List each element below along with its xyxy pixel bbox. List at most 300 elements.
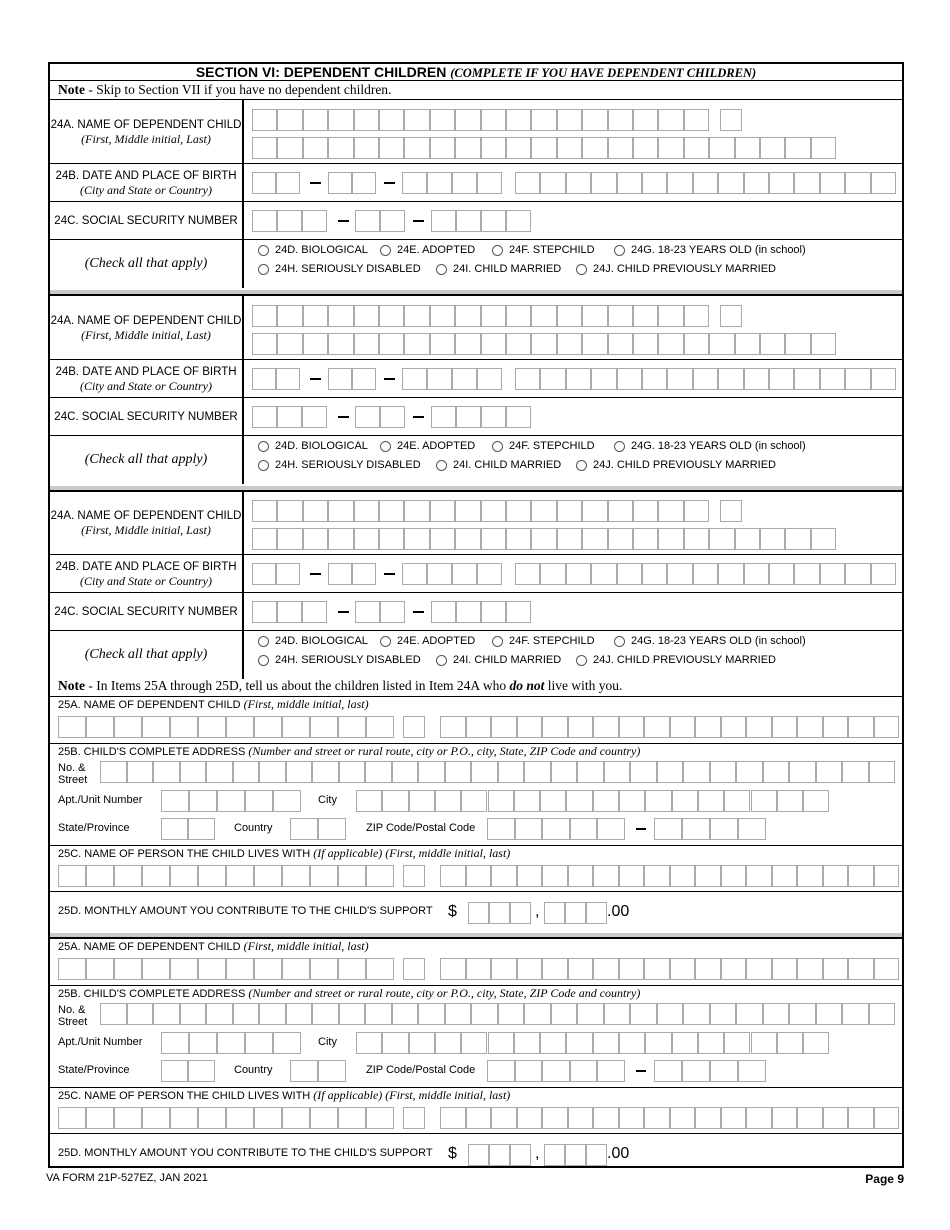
country-box[interactable] (318, 818, 346, 840)
nr-first-name-box[interactable] (170, 716, 198, 738)
support-thousands-box[interactable] (510, 1144, 531, 1166)
street-box[interactable] (418, 1003, 445, 1025)
street-box[interactable] (312, 761, 339, 783)
first-name-box[interactable] (608, 500, 633, 522)
city-box[interactable] (619, 790, 645, 812)
person-last-name-box[interactable] (772, 865, 798, 887)
first-name-box[interactable] (684, 500, 709, 522)
middle-initial-box[interactable] (720, 500, 742, 522)
ssn-serial-box[interactable] (431, 210, 456, 232)
in-school-checkbox[interactable] (614, 635, 806, 647)
first-name-box[interactable] (252, 109, 277, 131)
support-thousands-box[interactable] (468, 902, 489, 924)
city-box[interactable] (672, 1032, 698, 1054)
nr-last-name-box[interactable] (746, 716, 772, 738)
street-box[interactable] (100, 761, 127, 783)
birth-day-box[interactable] (328, 368, 352, 390)
last-name-box[interactable] (760, 528, 785, 550)
person-last-name-box[interactable] (644, 865, 670, 887)
last-name-box[interactable] (252, 333, 277, 355)
street-box[interactable] (683, 1003, 710, 1025)
last-name-box[interactable] (684, 137, 709, 159)
person-last-name-box[interactable] (874, 865, 900, 887)
birth-month-box[interactable] (252, 368, 276, 390)
last-name-box[interactable] (506, 137, 531, 159)
first-name-box[interactable] (582, 109, 607, 131)
person-first-name-box[interactable] (86, 865, 114, 887)
last-name-box[interactable] (633, 137, 658, 159)
birth-month-box[interactable] (252, 563, 276, 585)
nr-last-name-box[interactable] (848, 958, 874, 980)
birth-place-box[interactable] (871, 563, 896, 585)
ssn-area-box[interactable] (277, 601, 302, 623)
person-last-name-box[interactable] (517, 865, 543, 887)
support-hundreds-box[interactable] (586, 902, 607, 924)
last-name-box[interactable] (811, 528, 836, 550)
city-box[interactable] (593, 790, 619, 812)
last-name-box[interactable] (582, 333, 607, 355)
first-name-box[interactable] (481, 500, 506, 522)
first-name-box[interactable] (252, 305, 277, 327)
person-last-name-box[interactable] (823, 1107, 849, 1129)
person-last-name-box[interactable] (772, 1107, 798, 1129)
zip-ext-box[interactable] (682, 1060, 710, 1082)
person-last-name-box[interactable] (797, 1107, 823, 1129)
nr-last-name-box[interactable] (670, 716, 696, 738)
city-box[interactable] (803, 1032, 829, 1054)
birth-year-box[interactable] (402, 368, 427, 390)
birth-place-box[interactable] (540, 368, 565, 390)
first-name-box[interactable] (658, 500, 683, 522)
zip-box[interactable] (597, 818, 625, 840)
person-last-name-box[interactable] (466, 1107, 492, 1129)
person-first-name-box[interactable] (198, 865, 226, 887)
nr-first-name-box[interactable] (338, 958, 366, 980)
nr-first-name-box[interactable] (310, 716, 338, 738)
ssn-serial-box[interactable] (481, 210, 506, 232)
birth-place-box[interactable] (845, 172, 870, 194)
ssn-group-box[interactable] (380, 210, 405, 232)
in-school-checkbox[interactable] (614, 440, 806, 452)
city-box[interactable] (698, 1032, 724, 1054)
birth-place-box[interactable] (667, 172, 692, 194)
person-last-name-box[interactable] (440, 865, 466, 887)
first-name-box[interactable] (455, 109, 480, 131)
first-name-box[interactable] (328, 109, 353, 131)
birth-year-box[interactable] (427, 563, 452, 585)
first-name-box[interactable] (354, 109, 379, 131)
street-box[interactable] (551, 761, 578, 783)
country-box[interactable] (290, 1060, 318, 1082)
person-last-name-box[interactable] (644, 1107, 670, 1129)
adopted-checkbox[interactable] (380, 440, 475, 452)
nr-first-name-box[interactable] (254, 958, 282, 980)
street-box[interactable] (551, 1003, 578, 1025)
street-box[interactable] (153, 1003, 180, 1025)
birth-place-box[interactable] (667, 368, 692, 390)
person-last-name-box[interactable] (848, 1107, 874, 1129)
last-name-box[interactable] (430, 528, 455, 550)
biological-checkbox[interactable] (258, 440, 368, 452)
country-box[interactable] (318, 1060, 346, 1082)
city-box[interactable] (751, 790, 777, 812)
city-box[interactable] (777, 1032, 803, 1054)
street-box[interactable] (498, 1003, 525, 1025)
nr-last-name-box[interactable] (797, 716, 823, 738)
person-last-name-box[interactable] (746, 1107, 772, 1129)
first-name-box[interactable] (379, 109, 404, 131)
street-box[interactable] (392, 761, 419, 783)
last-name-box[interactable] (684, 528, 709, 550)
birth-year-box[interactable] (452, 172, 477, 194)
adopted-checkbox[interactable] (380, 244, 475, 256)
nr-last-name-box[interactable] (823, 716, 849, 738)
ssn-serial-box[interactable] (456, 210, 481, 232)
birth-place-box[interactable] (794, 172, 819, 194)
last-name-box[interactable] (404, 137, 429, 159)
first-name-box[interactable] (303, 109, 328, 131)
nr-first-name-box[interactable] (366, 958, 394, 980)
street-box[interactable] (869, 761, 896, 783)
last-name-box[interactable] (354, 528, 379, 550)
support-hundreds-box[interactable] (565, 902, 586, 924)
birth-place-box[interactable] (845, 563, 870, 585)
last-name-box[interactable] (557, 137, 582, 159)
birth-year-box[interactable] (402, 563, 427, 585)
birth-place-box[interactable] (515, 368, 540, 390)
last-name-box[interactable] (303, 333, 328, 355)
last-name-box[interactable] (709, 528, 734, 550)
street-box[interactable] (630, 1003, 657, 1025)
person-middle-initial-box[interactable] (403, 865, 425, 887)
ssn-serial-box[interactable] (431, 601, 456, 623)
birth-place-box[interactable] (744, 172, 769, 194)
apt-box[interactable] (217, 790, 245, 812)
birth-month-box[interactable] (276, 172, 300, 194)
ssn-area-box[interactable] (302, 406, 327, 428)
street-box[interactable] (710, 761, 737, 783)
person-first-name-box[interactable] (58, 1107, 86, 1129)
first-name-box[interactable] (557, 109, 582, 131)
person-first-name-box[interactable] (366, 865, 394, 887)
first-name-box[interactable] (506, 305, 531, 327)
last-name-box[interactable] (608, 137, 633, 159)
stepchild-checkbox[interactable] (492, 244, 595, 256)
married-checkbox[interactable] (436, 263, 561, 275)
person-last-name-box[interactable] (542, 865, 568, 887)
person-first-name-box[interactable] (310, 1107, 338, 1129)
state-box[interactable] (161, 818, 188, 840)
nr-last-name-box[interactable] (772, 958, 798, 980)
last-name-box[interactable] (328, 528, 353, 550)
apt-box[interactable] (273, 790, 301, 812)
birth-year-box[interactable] (477, 368, 502, 390)
birth-year-box[interactable] (452, 368, 477, 390)
ssn-area-box[interactable] (252, 601, 277, 623)
nr-last-name-box[interactable] (568, 716, 594, 738)
city-box[interactable] (356, 790, 382, 812)
first-name-box[interactable] (430, 109, 455, 131)
last-name-box[interactable] (633, 333, 658, 355)
nr-first-name-box[interactable] (254, 716, 282, 738)
married-checkbox[interactable] (436, 654, 561, 666)
person-last-name-box[interactable] (721, 865, 747, 887)
nr-last-name-box[interactable] (746, 958, 772, 980)
person-last-name-box[interactable] (670, 865, 696, 887)
first-name-box[interactable] (252, 500, 277, 522)
first-name-box[interactable] (379, 305, 404, 327)
first-name-box[interactable] (608, 305, 633, 327)
first-name-box[interactable] (277, 305, 302, 327)
zip-ext-box[interactable] (682, 818, 710, 840)
nr-first-name-box[interactable] (338, 716, 366, 738)
street-box[interactable] (259, 1003, 286, 1025)
city-box[interactable] (593, 1032, 619, 1054)
person-last-name-box[interactable] (721, 1107, 747, 1129)
city-box[interactable] (461, 1032, 487, 1054)
person-last-name-box[interactable] (619, 1107, 645, 1129)
birth-place-box[interactable] (820, 368, 845, 390)
city-box[interactable] (382, 1032, 408, 1054)
zip-box[interactable] (597, 1060, 625, 1082)
street-box[interactable] (418, 761, 445, 783)
person-first-name-box[interactable] (142, 865, 170, 887)
disabled-checkbox[interactable] (258, 654, 421, 666)
person-last-name-box[interactable] (593, 1107, 619, 1129)
person-last-name-box[interactable] (874, 1107, 900, 1129)
last-name-box[interactable] (455, 137, 480, 159)
first-name-box[interactable] (481, 109, 506, 131)
in-school-checkbox[interactable] (614, 244, 806, 256)
disabled-checkbox[interactable] (258, 263, 421, 275)
apt-box[interactable] (161, 1032, 189, 1054)
birth-place-box[interactable] (693, 368, 718, 390)
last-name-box[interactable] (531, 528, 556, 550)
city-box[interactable] (435, 790, 461, 812)
nr-first-name-box[interactable] (142, 716, 170, 738)
street-box[interactable] (127, 1003, 154, 1025)
last-name-box[interactable] (481, 528, 506, 550)
street-box[interactable] (842, 1003, 869, 1025)
nr-last-name-box[interactable] (440, 716, 466, 738)
nr-last-name-box[interactable] (695, 958, 721, 980)
last-name-box[interactable] (709, 333, 734, 355)
birth-year-box[interactable] (427, 368, 452, 390)
last-name-box[interactable] (582, 528, 607, 550)
birth-place-box[interactable] (718, 563, 743, 585)
ssn-area-box[interactable] (252, 406, 277, 428)
person-first-name-box[interactable] (58, 865, 86, 887)
last-name-box[interactable] (709, 137, 734, 159)
person-last-name-box[interactable] (440, 1107, 466, 1129)
street-box[interactable] (604, 761, 631, 783)
last-name-box[interactable] (785, 137, 810, 159)
person-last-name-box[interactable] (695, 1107, 721, 1129)
first-name-box[interactable] (633, 500, 658, 522)
last-name-box[interactable] (531, 333, 556, 355)
street-box[interactable] (816, 1003, 843, 1025)
last-name-box[interactable] (531, 137, 556, 159)
birth-place-box[interactable] (642, 368, 667, 390)
person-middle-initial-box[interactable] (403, 1107, 425, 1129)
nr-last-name-box[interactable] (874, 958, 900, 980)
ssn-serial-box[interactable] (456, 406, 481, 428)
last-name-box[interactable] (404, 333, 429, 355)
person-first-name-box[interactable] (310, 865, 338, 887)
street-box[interactable] (630, 761, 657, 783)
first-name-box[interactable] (354, 500, 379, 522)
nr-last-name-box[interactable] (466, 958, 492, 980)
last-name-box[interactable] (506, 333, 531, 355)
nr-last-name-box[interactable] (619, 958, 645, 980)
street-box[interactable] (763, 1003, 790, 1025)
first-name-box[interactable] (303, 305, 328, 327)
birth-place-box[interactable] (744, 563, 769, 585)
last-name-box[interactable] (735, 333, 760, 355)
married-checkbox[interactable] (436, 459, 561, 471)
nr-last-name-box[interactable] (644, 958, 670, 980)
ssn-group-box[interactable] (380, 406, 405, 428)
birth-day-box[interactable] (352, 563, 376, 585)
person-first-name-box[interactable] (366, 1107, 394, 1129)
nr-last-name-box[interactable] (874, 716, 900, 738)
nr-last-name-box[interactable] (695, 716, 721, 738)
last-name-box[interactable] (658, 333, 683, 355)
person-first-name-box[interactable] (226, 1107, 254, 1129)
birth-place-box[interactable] (820, 172, 845, 194)
person-first-name-box[interactable] (114, 865, 142, 887)
last-name-box[interactable] (684, 333, 709, 355)
last-name-box[interactable] (379, 333, 404, 355)
first-name-box[interactable] (506, 500, 531, 522)
first-name-box[interactable] (277, 500, 302, 522)
zip-box[interactable] (570, 818, 598, 840)
first-name-box[interactable] (557, 500, 582, 522)
first-name-box[interactable] (404, 305, 429, 327)
street-box[interactable] (233, 1003, 260, 1025)
city-box[interactable] (645, 790, 671, 812)
birth-place-box[interactable] (566, 563, 591, 585)
birth-place-box[interactable] (617, 368, 642, 390)
city-box[interactable] (698, 790, 724, 812)
birth-year-box[interactable] (427, 172, 452, 194)
birth-place-box[interactable] (591, 172, 616, 194)
nr-first-name-box[interactable] (86, 958, 114, 980)
birth-year-box[interactable] (477, 563, 502, 585)
city-box[interactable] (488, 1032, 514, 1054)
last-name-box[interactable] (252, 137, 277, 159)
street-box[interactable] (577, 761, 604, 783)
first-name-box[interactable] (455, 305, 480, 327)
last-name-box[interactable] (735, 137, 760, 159)
birth-place-box[interactable] (591, 368, 616, 390)
state-box[interactable] (161, 1060, 188, 1082)
first-name-box[interactable] (303, 500, 328, 522)
street-box[interactable] (763, 761, 790, 783)
nr-last-name-box[interactable] (848, 716, 874, 738)
first-name-box[interactable] (430, 500, 455, 522)
street-box[interactable] (153, 761, 180, 783)
first-name-box[interactable] (404, 109, 429, 131)
birth-place-box[interactable] (667, 563, 692, 585)
support-thousands-box[interactable] (489, 902, 510, 924)
last-name-box[interactable] (608, 528, 633, 550)
street-box[interactable] (657, 1003, 684, 1025)
birth-place-box[interactable] (718, 368, 743, 390)
first-name-box[interactable] (506, 109, 531, 131)
city-box[interactable] (619, 1032, 645, 1054)
last-name-box[interactable] (811, 137, 836, 159)
birth-place-box[interactable] (566, 368, 591, 390)
street-box[interactable] (471, 761, 498, 783)
nr-last-name-box[interactable] (491, 958, 517, 980)
street-box[interactable] (206, 761, 233, 783)
person-first-name-box[interactable] (226, 865, 254, 887)
birth-place-box[interactable] (845, 368, 870, 390)
street-box[interactable] (180, 1003, 207, 1025)
last-name-box[interactable] (277, 528, 302, 550)
last-name-box[interactable] (811, 333, 836, 355)
person-last-name-box[interactable] (517, 1107, 543, 1129)
person-first-name-box[interactable] (170, 865, 198, 887)
city-box[interactable] (382, 790, 408, 812)
last-name-box[interactable] (430, 333, 455, 355)
support-hundreds-box[interactable] (586, 1144, 607, 1166)
person-first-name-box[interactable] (338, 865, 366, 887)
ssn-area-box[interactable] (277, 210, 302, 232)
ssn-area-box[interactable] (277, 406, 302, 428)
person-last-name-box[interactable] (542, 1107, 568, 1129)
ssn-area-box[interactable] (252, 210, 277, 232)
city-box[interactable] (488, 790, 514, 812)
nr-last-name-box[interactable] (542, 716, 568, 738)
apt-box[interactable] (161, 790, 189, 812)
nr-first-name-box[interactable] (198, 716, 226, 738)
first-name-box[interactable] (633, 305, 658, 327)
birth-place-box[interactable] (617, 172, 642, 194)
biological-checkbox[interactable] (258, 244, 368, 256)
street-box[interactable] (789, 761, 816, 783)
street-box[interactable] (259, 761, 286, 783)
first-name-box[interactable] (582, 500, 607, 522)
street-box[interactable] (339, 761, 366, 783)
first-name-box[interactable] (328, 305, 353, 327)
person-first-name-box[interactable] (254, 1107, 282, 1129)
last-name-box[interactable] (354, 137, 379, 159)
first-name-box[interactable] (379, 500, 404, 522)
ssn-serial-box[interactable] (481, 406, 506, 428)
first-name-box[interactable] (633, 109, 658, 131)
last-name-box[interactable] (633, 528, 658, 550)
first-name-box[interactable] (430, 305, 455, 327)
person-first-name-box[interactable] (282, 865, 310, 887)
street-box[interactable] (577, 1003, 604, 1025)
previously-married-checkbox[interactable] (576, 263, 776, 275)
last-name-box[interactable] (760, 333, 785, 355)
birth-day-box[interactable] (352, 172, 376, 194)
nr-last-name-box[interactable] (644, 716, 670, 738)
stepchild-checkbox[interactable] (492, 440, 595, 452)
street-box[interactable] (842, 761, 869, 783)
last-name-box[interactable] (455, 528, 480, 550)
city-box[interactable] (540, 1032, 566, 1054)
person-first-name-box[interactable] (254, 865, 282, 887)
apt-box[interactable] (217, 1032, 245, 1054)
birth-place-box[interactable] (769, 172, 794, 194)
last-name-box[interactable] (455, 333, 480, 355)
zip-ext-box[interactable] (738, 818, 766, 840)
ssn-serial-box[interactable] (481, 601, 506, 623)
